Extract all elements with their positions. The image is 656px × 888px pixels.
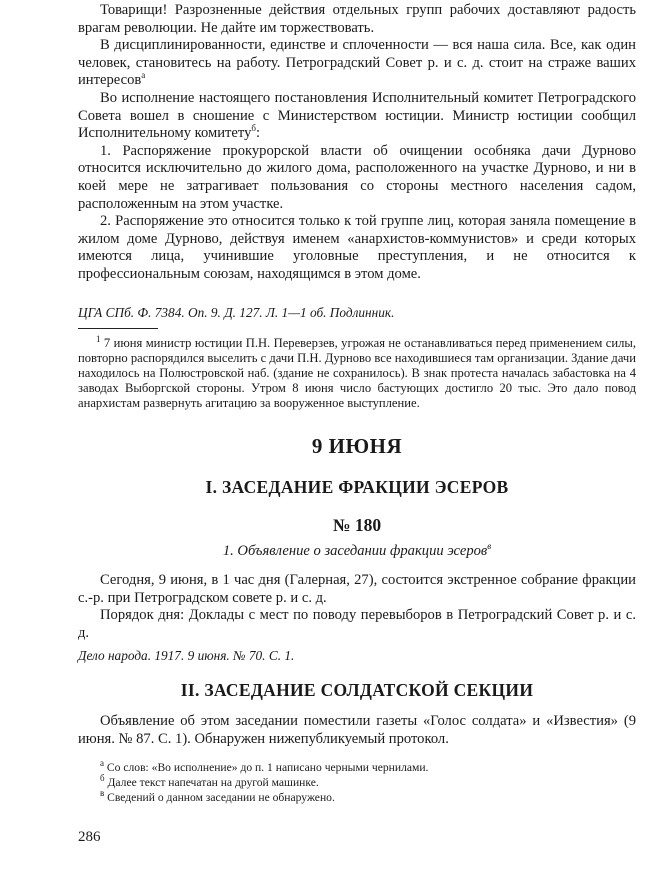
section-title: I. ЗАСЕДАНИЕ ФРАКЦИИ ЭСЕРОВ xyxy=(205,477,509,497)
paragraph: Порядок дня: Доклады с мест по поводу перевыборов в Петроградский Совет р. и с. д. xyxy=(78,607,636,641)
paragraph: Во исполнение настоящего постановления Исполнительный комитет Петроградского Совета вошел в сношение с Министерством юстиции. Министр юстиции сообщил Исполнительному комитету$^б$: xyxy=(78,89,636,142)
archive-source: ЦГА СПб. Ф. 7384. Оп. 9. Д. 127. Л. 1—1 об. Подлинник. xyxy=(78,305,395,320)
footnotes xyxy=(78,760,636,805)
footnote: $^б$ Далее текст напечатан на другой машинке. xyxy=(100,773,319,789)
section-intro xyxy=(78,713,636,748)
paragraph: 1. Распоряжение прокурорской власти об очищении особняка дачи Дурново относится исключительно до жилого дома, расположенного на участке Дурново, и ни в коей мере не затрагивает пользования со стороны местного населения садом, расположенным на этом участке. xyxy=(78,142,636,212)
paragraph: 2. Распоряжение это относится только к той группе лиц, которая заняла помещение в жилом доме Дурново, действуя именем «анархистов-коммунистов» и среди которых имеются лица, учинившие уголовные преступления, и не относится к профессиональным союзам, находящимся в этом доме. xyxy=(78,213,636,282)
footnote-rule xyxy=(78,328,158,329)
section-title: II. ЗАСЕДАНИЕ СОЛДАТСКОЙ СЕКЦИИ xyxy=(180,680,534,700)
note-number: 1 xyxy=(96,333,101,344)
date-heading: 9 ИЮНЯ xyxy=(311,434,403,458)
footnote-mark: б xyxy=(251,123,256,134)
newspaper-source: Дело народа. 1917. 9 июня. № 70. С. 1. xyxy=(78,648,295,663)
document-title: 1. Объявление о заседании фракции эсеров$^в$ xyxy=(222,541,492,559)
footnote-mark: а xyxy=(141,70,146,81)
announcement-text xyxy=(78,572,636,642)
footnote: $^в$ Сведений о данном заседании не обнаружено. xyxy=(100,788,335,804)
endnote-1: $^1$ 7 июня министр юстиции П.Н. Переверзев, угрожая не останавливаться перед применением силы, повторно распорядился выселить с дачи П.Н. Дурново все находившиеся там организации. Здание дачи находилось на Полюстровской наб. (здание не сохранилось). В знак протеста началась забастовка на 4 заводах Выборгской стороны. Утром 8 июня число бастующих достигло 20 тыс. Это дало повод анархистам развернуть агитацию за вооруженное выступление. xyxy=(78,333,636,410)
footnote: $^а$ Со слов: «Во исполнение» до п. 1 написано черными чернилами. xyxy=(100,758,429,774)
paragraph: В дисциплинированности, единстве и сплоченности — вся наша сила. Все, как один человек, становитесь на работу. Петроградский Совет р. и с. д. стоит на страже ваших интересов$^а$ xyxy=(78,37,636,89)
document-number: № 180 xyxy=(332,515,382,535)
page-number: 286 xyxy=(78,829,101,845)
paragraph: Сегодня, 9 июня, в 1 час дня (Галерная, 27), состоится экстренное собрание фракции с.-р. при Петроградском совете р. и с. д. xyxy=(78,572,636,606)
declaration-text xyxy=(78,2,636,284)
paragraph: Товарищи! Разрозненные действия отдельных групп рабочих доставляют радость врагам революции. Не дайте им торжествовать. xyxy=(78,2,636,36)
paragraph: Объявление об этом заседании поместили газеты «Голос солдата» и «Известия» (9 июня. № 87. С. 1). Обнаружен нижепубликуемый протокол. xyxy=(78,713,636,747)
footnote-mark: в xyxy=(487,541,492,552)
